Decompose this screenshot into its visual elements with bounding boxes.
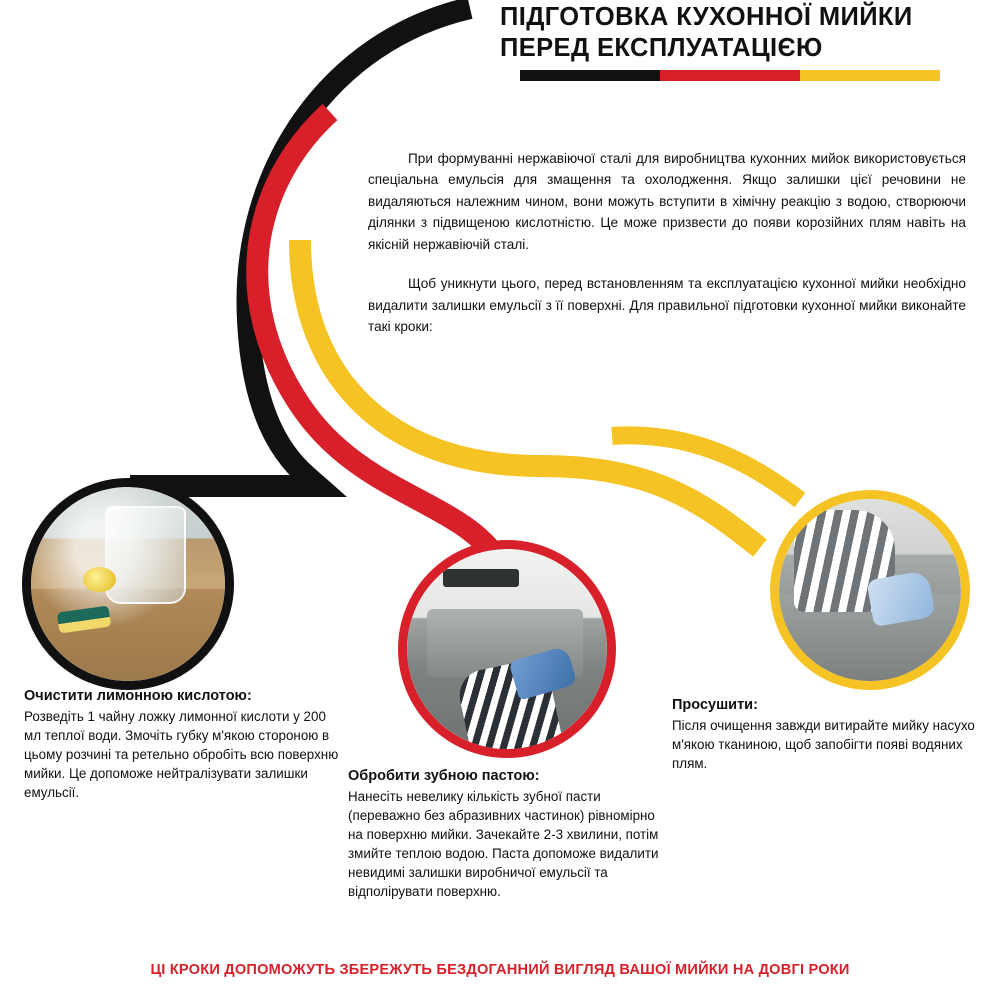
- page-title-line-2: ПЕРЕД ЕКСПЛУАТАЦІЄЮ: [500, 34, 823, 63]
- lemon-slice-shape: [83, 567, 116, 592]
- step-2-title: Обробити зубною пастою:: [348, 768, 540, 784]
- water-jug-shape: [105, 506, 187, 603]
- intro-paragraph-2: Щоб уникнути цього, перед встановленням та експлуатацією кухонної мийки необхідно видалити залишки емульсії з її поверхні. Для правильної підготовки кухонної мийки виконайте такі кроки:: [368, 276, 966, 335]
- step-3-body: Після очищення завжди витирайте мийку насухо м'якою тканиною, щоб запобігти появі водяних плям.: [672, 718, 975, 772]
- faucet-shape: [443, 569, 519, 587]
- intro-text-block: [368, 148, 966, 356]
- step-1-body: Розведіть 1 чайну ложку лимонної кислоти у 200 мл теплої води. Змочіть губку м'якою стороною в цьому розчині та ретельно обробіть всю поверхню мийки. Це допоможе нейтралізувати залишки емульсії.: [24, 709, 339, 801]
- step-2-photo-circle: [398, 540, 616, 758]
- step-2-text: [348, 768, 666, 901]
- intro-paragraph-1: При формуванні нержавіючої сталі для виробництва кухонних мийок використовується спеціальна емульсія для змащення та охолодження. Якщо залишки цієї речовини не видаляються належним чином, вони можуть вступити в хімічну реакцію з водою, створюючи ділянки з підвищеною кислотністю. Це може призвести до появи корозійних плям навіть на якісній нержавіючій сталі.: [368, 151, 966, 252]
- page-title-line-1: ПІДГОТОВКА КУХОННОЇ МИЙКИ: [500, 3, 913, 31]
- header-bar-black: [520, 70, 660, 81]
- step-1-title: Очистити лимонною кислотою:: [24, 688, 252, 704]
- drying-sink-photo: [779, 499, 961, 681]
- cleaning-sink-with-cloth-photo: [407, 549, 607, 749]
- footer-slogan: ЦІ КРОКИ ДОПОМОЖУТЬ ЗБЕРЕЖУТЬ БЕЗДОГАННИЙ ВИГЛЯД ВАШОЇ МИЙКИ НА ДОВГІ РОКИ: [150, 962, 850, 978]
- step-3-title: Просушити:: [672, 697, 758, 713]
- step-1-text: [24, 688, 342, 802]
- sponge-shape: [57, 606, 112, 634]
- swirl-yellow-connector: [612, 435, 800, 500]
- page-title: [500, 2, 970, 64]
- step-1-photo-circle: [22, 478, 234, 690]
- jug-lemon-sponge-photo: [31, 487, 225, 681]
- header-bar-red: [660, 70, 800, 81]
- header-color-bars: [520, 70, 940, 81]
- step-3-photo-circle: [770, 490, 970, 690]
- step-2-body: Нанесіть невелику кількість зубної пасти (переважно без абразивних частинок) рівномірно на поверхню мийки. Зачекайте 2-3 хвилини, потім змийте теплою водою. Паста допоможе видалити невидимі залишки виробничої емульсії та відполірувати поверхню.: [348, 789, 659, 900]
- header-bar-yellow: [800, 70, 940, 81]
- step-3-text: [672, 697, 982, 773]
